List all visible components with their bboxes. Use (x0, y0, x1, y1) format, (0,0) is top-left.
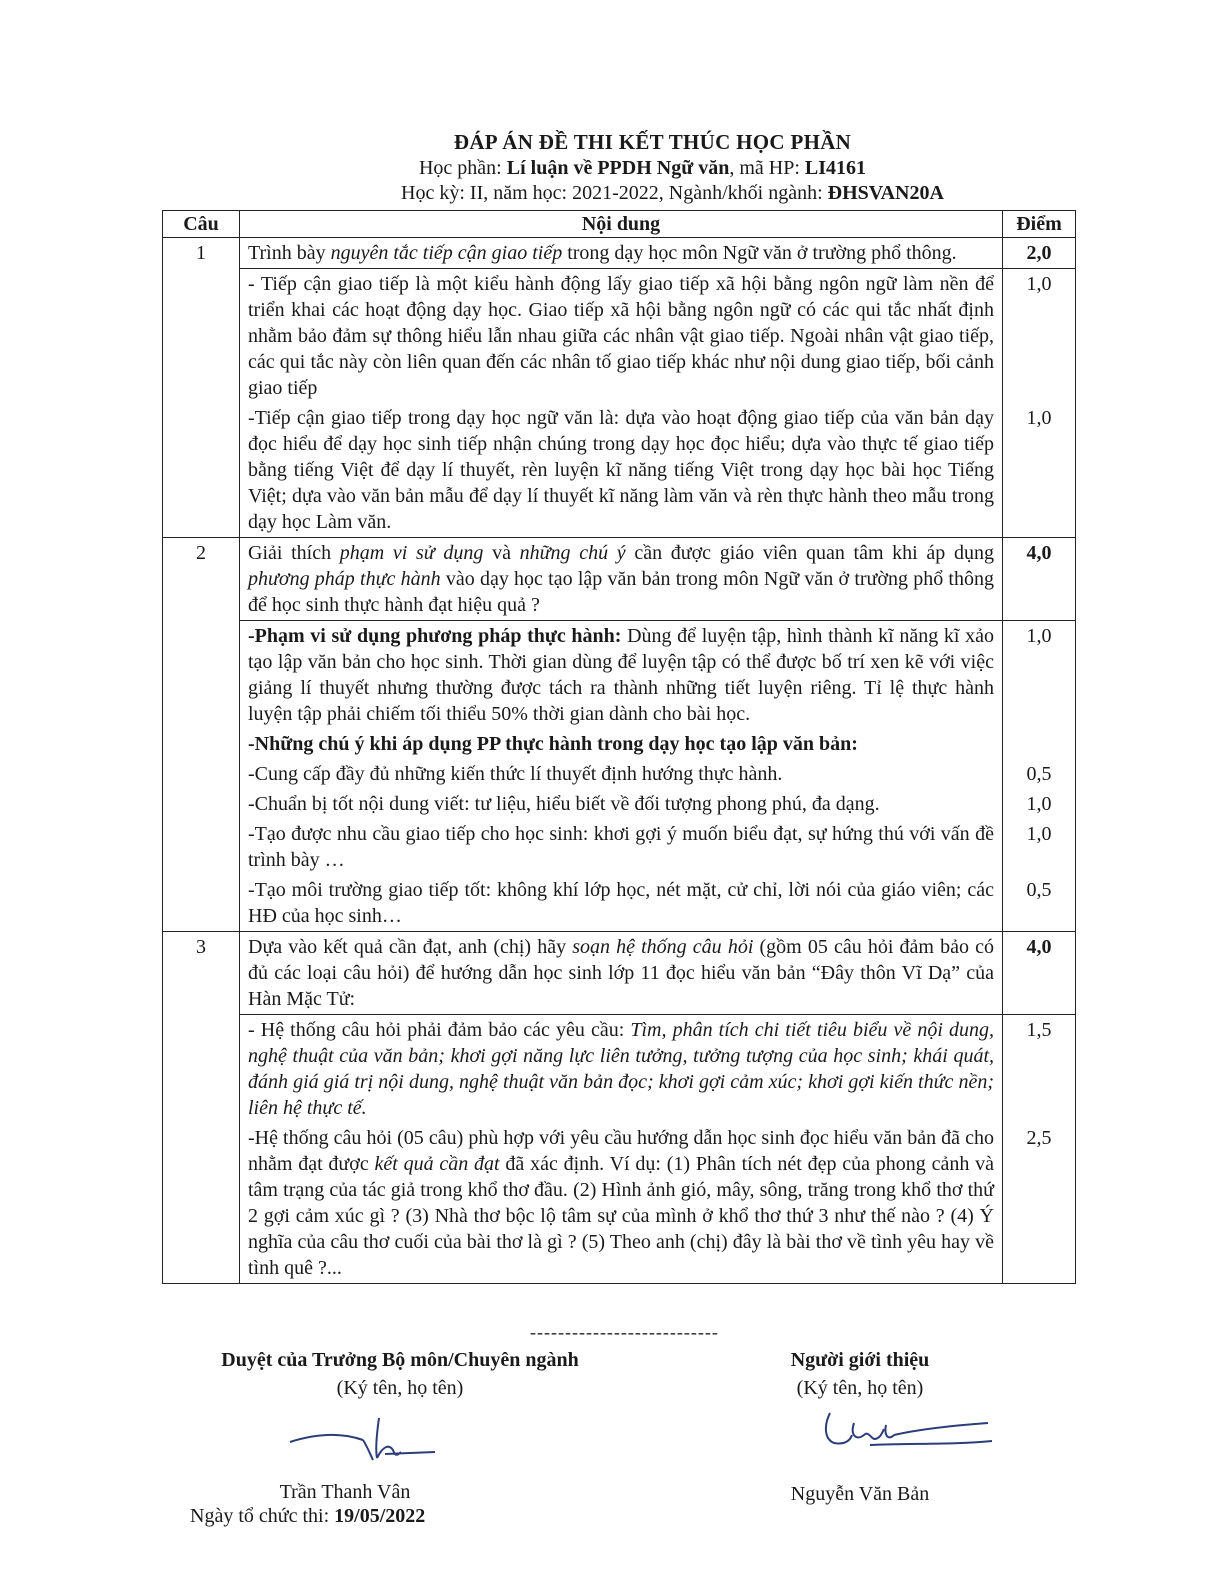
header-content: Nội dung (240, 211, 1003, 238)
q2-num: 2 (163, 538, 240, 932)
answer-table (162, 210, 1076, 1284)
q1-answer-2-points: 1,0 (1003, 403, 1076, 538)
q2-item-points: 1,0 (1003, 789, 1076, 819)
table-row (163, 238, 1076, 269)
signature-left-role: Duyệt của Trưởng Bộ môn/Chuyên ngành (221, 1349, 579, 1371)
signature-left (180, 1346, 620, 1402)
q2-answer-2-heading: -Những chú ý khi áp dụng PP thực hành trong dạy học tạo lập văn bản: (240, 729, 1003, 759)
signature-left-mark (285, 1410, 445, 1470)
table-row (163, 1123, 1076, 1284)
major-code: ĐHSVAN20A (827, 182, 944, 204)
q2-item: -Cung cấp đầy đủ những kiến thức lí thuyết định hướng thực hành. (240, 759, 1003, 789)
q1-answer-1: - Tiếp cận giao tiếp là một kiểu hành động lấy giao tiếp xã hội bằng ngôn ngữ làm nền để triển khai các hoạt động dạy học. Giao tiếp xã hội bằng ngôn ngữ có các qui tắc nhất định nhằm bảo đảm sự thông hiểu lẫn nhau giữa các nhân vật giao tiếp. Ngoài nhân vật giao tiếp, các qui tắc này còn liên quan đến các nhân tố giao tiếp khác như nội dung giao tiếp, bối cảnh giao tiếp (240, 269, 1003, 404)
table-row (163, 1015, 1076, 1124)
q3-question: Dựa vào kết quả cần đạt, anh (chị) hãy soạn hệ thống câu hỏi (gồm 05 câu hỏi đảm bảo có đủ các loại câu hỏi) để hướng dẫn học sinh lớp 11 đọc hiểu văn bản “Đây thôn Vĩ Dạ” của Hàn Mặc Tử: (240, 932, 1003, 1015)
q2-item: -Tạo được nhu cầu giao tiếp cho học sinh: khơi gợi ý muốn biểu đạt, sự hứng thú với vấn đề trình bày … (240, 819, 1003, 875)
signature-right-mark (820, 1405, 1000, 1455)
signature-left-name: Trần Thanh Vân (279, 1481, 411, 1503)
q2-item-points: 0,5 (1003, 875, 1076, 932)
q2-points: 4,0 (1003, 538, 1076, 621)
q2-question: Giải thích phạm vi sử dụng và những chú ý cần được giáo viên quan tâm khi áp dụng phương pháp thực hành vào dạy học tạo lập văn bản trong môn Ngữ văn ở trường phổ thông để học sinh thực hành đạt hiệu quả ? (240, 538, 1003, 621)
signature-left-note: (Ký tên, họ tên) (336, 1377, 464, 1399)
q2-item-points: 1,0 (1003, 819, 1076, 875)
q2-answer-1-points: 1,0 (1003, 621, 1076, 730)
table-row (163, 269, 1076, 404)
q2-item-points: 0,5 (1003, 759, 1076, 789)
q1-answer-1-points: 1,0 (1003, 269, 1076, 404)
course-code: LI4161 (804, 157, 867, 179)
table-row (163, 403, 1076, 538)
header-points: Điểm (1003, 211, 1076, 238)
q1-answer-2: -Tiếp cận giao tiếp trong dạy học ngữ văn là: dựa vào hoạt động giao tiếp của văn bản dạy đọc hiểu để dạy học sinh tiếp nhận chúng trong dạy học đọc hiểu; dựa vào thực tế giao tiếp bằng tiếng Việt để dạy lí thuyết, rèn luyện kĩ năng tiếng Việt trong dạy học bài học Tiếng Việt; dựa vào văn bản mẫu để dạy lí thuyết kĩ năng làm văn và rèn thực hành theo mẫu trong dạy học Làm văn. (240, 403, 1003, 538)
divider-line: --------------------------- (530, 1322, 719, 1342)
table-row (163, 789, 1076, 819)
course-line: Học phần: Lí luận về PPDH Ngữ văn, mã HP: LI4161 (418, 157, 867, 179)
q1-question: Trình bày nguyên tắc tiếp cận giao tiếp trong dạy học môn Ngữ văn ở trường phổ thông. (240, 238, 1003, 269)
document-title: ĐÁP ÁN ĐỀ THI KẾT THÚC HỌC PHẦN (453, 130, 852, 154)
table-row (163, 819, 1076, 875)
table-row (163, 729, 1076, 759)
q1-points: 2,0 (1003, 238, 1076, 269)
q1-num: 1 (163, 238, 240, 538)
header-num: Câu (163, 211, 240, 238)
course-name: Lí luận về PPDH Ngữ văn (506, 157, 730, 179)
signature-right (730, 1346, 990, 1402)
q3-answer-1: - Hệ thống câu hỏi phải đảm bảo các yêu cầu: Tìm, phân tích chi tiết tiêu biểu về nội dung, nghệ thuật của văn bản; khơi gợi năng lực liên tưởng, tưởng tượng của học sinh; khái quát, đánh giá giá trị nội dung, nghệ thuật văn bản đọc; khơi gợi cảm xúc; khơi gợi kiến thức nền; liên hệ thực tế. (240, 1015, 1003, 1124)
exam-date-line: Ngày tổ chức thi: 19/05/2022 (190, 1505, 426, 1527)
table-row (163, 759, 1076, 789)
exam-date: 19/05/2022 (334, 1505, 426, 1527)
term-line: Học kỳ: II, năm học: 2021-2022, Ngành/khối ngành: ĐHSVAN20A (401, 182, 944, 204)
table-row (163, 621, 1076, 730)
q2-item: -Tạo môi trường giao tiếp tốt: không khí lớp học, nét mặt, cử chỉ, lời nói của giáo viên; các HĐ của học sinh… (240, 875, 1003, 932)
q2-answer-1: -Phạm vi sử dụng phương pháp thực hành: Dùng để luyện tập, hình thành kĩ năng kĩ xảo tạo lập văn bản cho học sinh. Thời gian dùng để luyện tập có thể được bố trí xen kẽ với việc giảng lí thuyết nhưng thường được tách ra thành những tiết luyện riêng. Tỉ lệ thực hành luyện tập phải chiếm tối thiểu 50% thời gian dành cho bài học. (240, 621, 1003, 730)
q3-answer-2: -Hệ thống câu hỏi (05 câu) phù hợp với yêu cầu hướng dẫn học sinh đọc hiểu văn bản đã cho nhằm đạt được kết quả cần đạt đã xác định. Ví dụ: (1) Phân tích nét đẹp của phong cảnh và tâm trạng của tác giả trong khổ thơ đầu. (2) Hình ảnh gió, mây, sông, trăng trong khổ thơ thứ 2 gợi cảm xúc gì ? (3) Nhà thơ bộc lộ tâm sự của mình ở khổ thơ thứ 3 như thế nào ? (4) Ý nghĩa của câu thơ cuối của bài thơ là gì ? (5) Theo anh (chị) đây là bài thơ về tình yêu hay về tình quê ?... (240, 1123, 1003, 1284)
q3-num: 3 (163, 932, 240, 1284)
signature-right-role: Người giới thiệu (790, 1349, 930, 1371)
signature-right-name: Nguyễn Văn Bản (790, 1483, 930, 1505)
q3-answer-1-points: 1,5 (1003, 1015, 1076, 1124)
table-row (163, 538, 1076, 621)
q3-points: 4,0 (1003, 932, 1076, 1015)
q3-answer-2-points: 2,5 (1003, 1123, 1076, 1284)
table-row (163, 932, 1076, 1015)
q2-item: -Chuẩn bị tốt nội dung viết: tư liệu, hiểu biết về đối tượng phong phú, đa dạng. (240, 789, 1003, 819)
signature-right-note: (Ký tên, họ tên) (796, 1377, 924, 1399)
document-header (0, 130, 1225, 205)
table-header-row (163, 211, 1076, 238)
table-row (163, 875, 1076, 932)
